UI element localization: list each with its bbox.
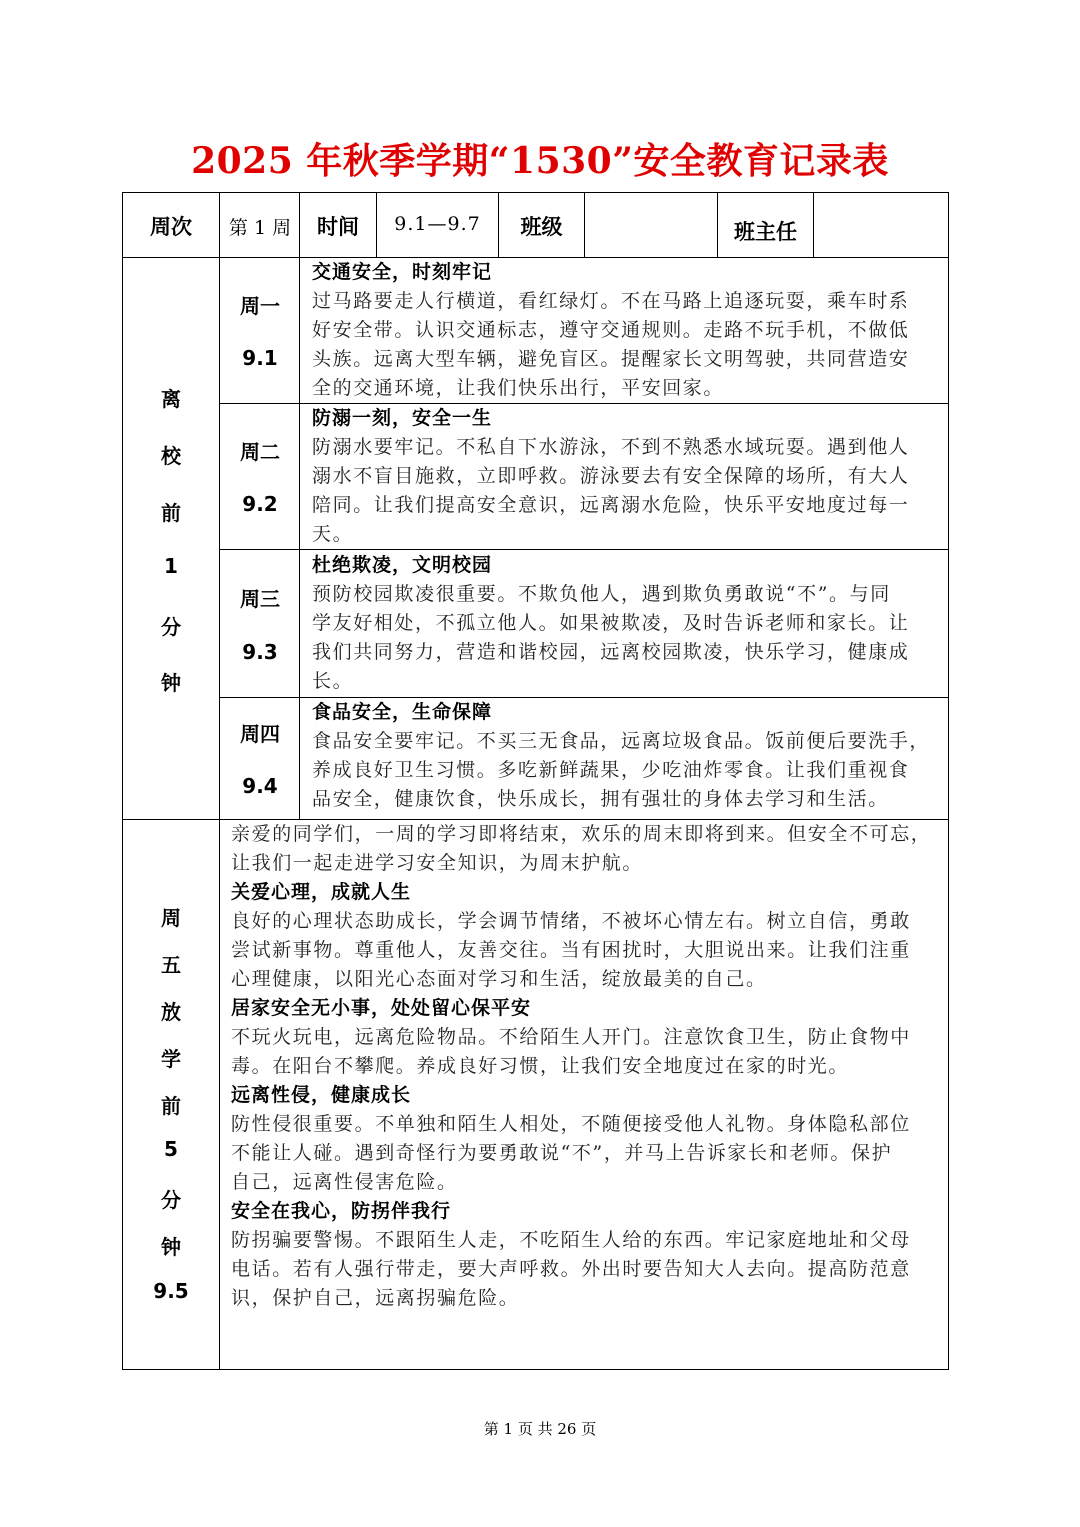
- topic-heading: 远离性侵，健康成长: [231, 1084, 412, 1106]
- content-line: 防性侵很重要。不单独和陌生人相处，不随便接受他人礼物。身体隐私部位: [231, 1113, 911, 1135]
- day-content: [312, 698, 942, 814]
- page-footer: 第 1 页 共 26 页: [483, 1420, 597, 1438]
- content-line: 不能让人碰。遇到奇怪行为要勇敢说“不”，并马上告诉家长和老师。保护: [231, 1142, 893, 1164]
- section1-label-char: 1: [164, 554, 178, 578]
- day-content: [312, 551, 942, 696]
- day-heading: 食品安全，生命保障: [312, 701, 493, 723]
- day-date: 9.1: [242, 346, 278, 370]
- content-line: 全的交通环境，让我们快乐出行，平安回家。: [312, 377, 725, 399]
- topic-heading: 关爱心理，成就人生: [231, 881, 412, 903]
- section2-label-char: 9.5: [153, 1279, 189, 1303]
- week-label: 周次: [150, 215, 192, 239]
- class-label: 班级: [520, 215, 563, 239]
- section2-label-char: 5: [164, 1137, 178, 1161]
- section1-label-char: 离: [161, 387, 181, 411]
- content-line: 防溺水要牢记。不私自下水游泳，不到不熟悉水域玩耍。遇到他人: [312, 436, 910, 458]
- day-date: 9.2: [242, 492, 278, 516]
- day-row-divider: [219, 549, 949, 550]
- table-border-bottom: [122, 1369, 949, 1370]
- content-line: 食品安全要牢记。不买三无食品，远离垃圾食品。饭前便后要洗手，: [312, 730, 931, 752]
- day-date: 9.4: [242, 774, 278, 798]
- day-content: [312, 404, 942, 549]
- document-title: 2025 年秋季学期“1530”安全教育记录表: [191, 140, 889, 182]
- time-label: 时间: [317, 215, 359, 239]
- content-line: 养成良好卫生习惯。多吃新鲜蔬果，少吃油炸零食。让我们重视食: [312, 759, 910, 781]
- section1-label-char: 校: [161, 444, 181, 468]
- content-line: 毒。在阳台不攀爬。养成良好习惯，让我们安全地度过在家的时光。: [231, 1055, 850, 1077]
- week-value: 第 1 周: [228, 217, 292, 239]
- topic-heading: 安全在我心，防拐伴我行: [231, 1200, 452, 1222]
- section2-label-char: 前: [161, 1094, 181, 1118]
- content-line: 良好的心理状态助成长，学会调节情绪，不被坏心情左右。树立自信，勇敢: [231, 910, 911, 932]
- content-line: 尝试新事物。尊重他人，友善交往。当有困扰时，大胆说出来。让我们注重: [231, 939, 911, 961]
- content-line: 好安全带。认识交通标志，遵守交通规则。走路不玩手机，不做低: [312, 319, 910, 341]
- day-heading: 交通安全，时刻牢记: [312, 261, 493, 283]
- friday-content: [231, 820, 943, 1313]
- section1-label-char: 钟: [161, 671, 181, 695]
- content-line: 头族。远离大型车辆，避免盲区。提醒家长文明驾驶，共同营造安: [312, 348, 910, 370]
- day-content: [312, 258, 942, 403]
- content-line: 品安全，健康饮食，快乐成长，拥有强壮的身体去学习和生活。: [312, 788, 889, 810]
- section1-label-char: 分: [161, 615, 181, 639]
- section2-label-char: 分: [161, 1188, 181, 1212]
- content-line: 天。: [312, 523, 354, 545]
- day-heading: 杜绝欺凌，文明校园: [312, 554, 493, 576]
- intro-line: 让我们一起走进学习安全知识，为周末护航。: [231, 852, 644, 874]
- content-line: 不玩火玩电，远离危险物品。不给陌生人开门。注意饮食卫生，防止食物中: [231, 1026, 911, 1048]
- content-line: 陪同。让我们提高安全意识，远离溺水危险，快乐平安地度过每一: [312, 494, 910, 516]
- intro-line: 亲爱的同学们，一周的学习即将结束，欢乐的周末即将到来。但安全不可忘，: [231, 823, 932, 845]
- day-label: 周三: [240, 587, 280, 611]
- content-line: 心理健康，以阳光心态面对学习和生活，绽放最美的自己。: [231, 968, 767, 990]
- day-heading: 防溺一刻，安全一生: [312, 407, 493, 429]
- topic-heading: 居家安全无小事，处处留心保平安: [231, 997, 532, 1019]
- content-line: 自己，远离性侵害危险。: [231, 1171, 458, 1193]
- content-line: 溺水不盲目施救，立即呼救。游泳要去有安全保障的场所，有大人: [312, 465, 910, 487]
- table-border-right: [948, 192, 949, 1370]
- content-line: 我们共同努力，营造和谐校园，远离校园欺凌，快乐学习，健康成: [312, 641, 910, 663]
- content-line: 电话。若有人强行带走，要大声呼救。外出时要告知大人去向。提高防范意: [231, 1258, 911, 1280]
- content-line: 长。: [312, 670, 354, 692]
- section1-label-char: 前: [161, 501, 181, 525]
- day-label: 周四: [240, 722, 280, 746]
- section2-label-char: 周: [161, 906, 181, 930]
- content-line: 防拐骗要警惕。不跟陌生人走，不吃陌生人给的东西。牢记家庭地址和父母: [231, 1229, 911, 1251]
- teacher-label: 班主任: [734, 220, 797, 244]
- content-line: 识，保护自己，远离拐骗危险。: [231, 1287, 520, 1309]
- time-value: 9.1—9.7: [394, 213, 481, 235]
- table-border-top: [122, 192, 949, 193]
- content-line: 过马路要走人行横道，看红绿灯。不在马路上追逐玩耍，乘车时系: [312, 290, 910, 312]
- day-label: 周一: [240, 294, 280, 318]
- section2-label-char: 五: [161, 953, 181, 977]
- day-label: 周二: [240, 440, 280, 464]
- class-value-field[interactable]: [585, 200, 717, 256]
- content-line: 学友好相处，不孤立他人。如果被欺凌，及时告诉老师和家长。让: [312, 612, 910, 634]
- section2-label-char: 钟: [161, 1235, 181, 1259]
- content-line: 预防校园欺凌很重要。不欺负他人，遇到欺负勇敢说“不”。与同: [312, 583, 891, 605]
- section2-label-char: 学: [161, 1047, 181, 1071]
- day-date: 9.3: [242, 640, 278, 664]
- teacher-value-field[interactable]: [814, 200, 948, 256]
- section2-label-char: 放: [161, 1000, 181, 1024]
